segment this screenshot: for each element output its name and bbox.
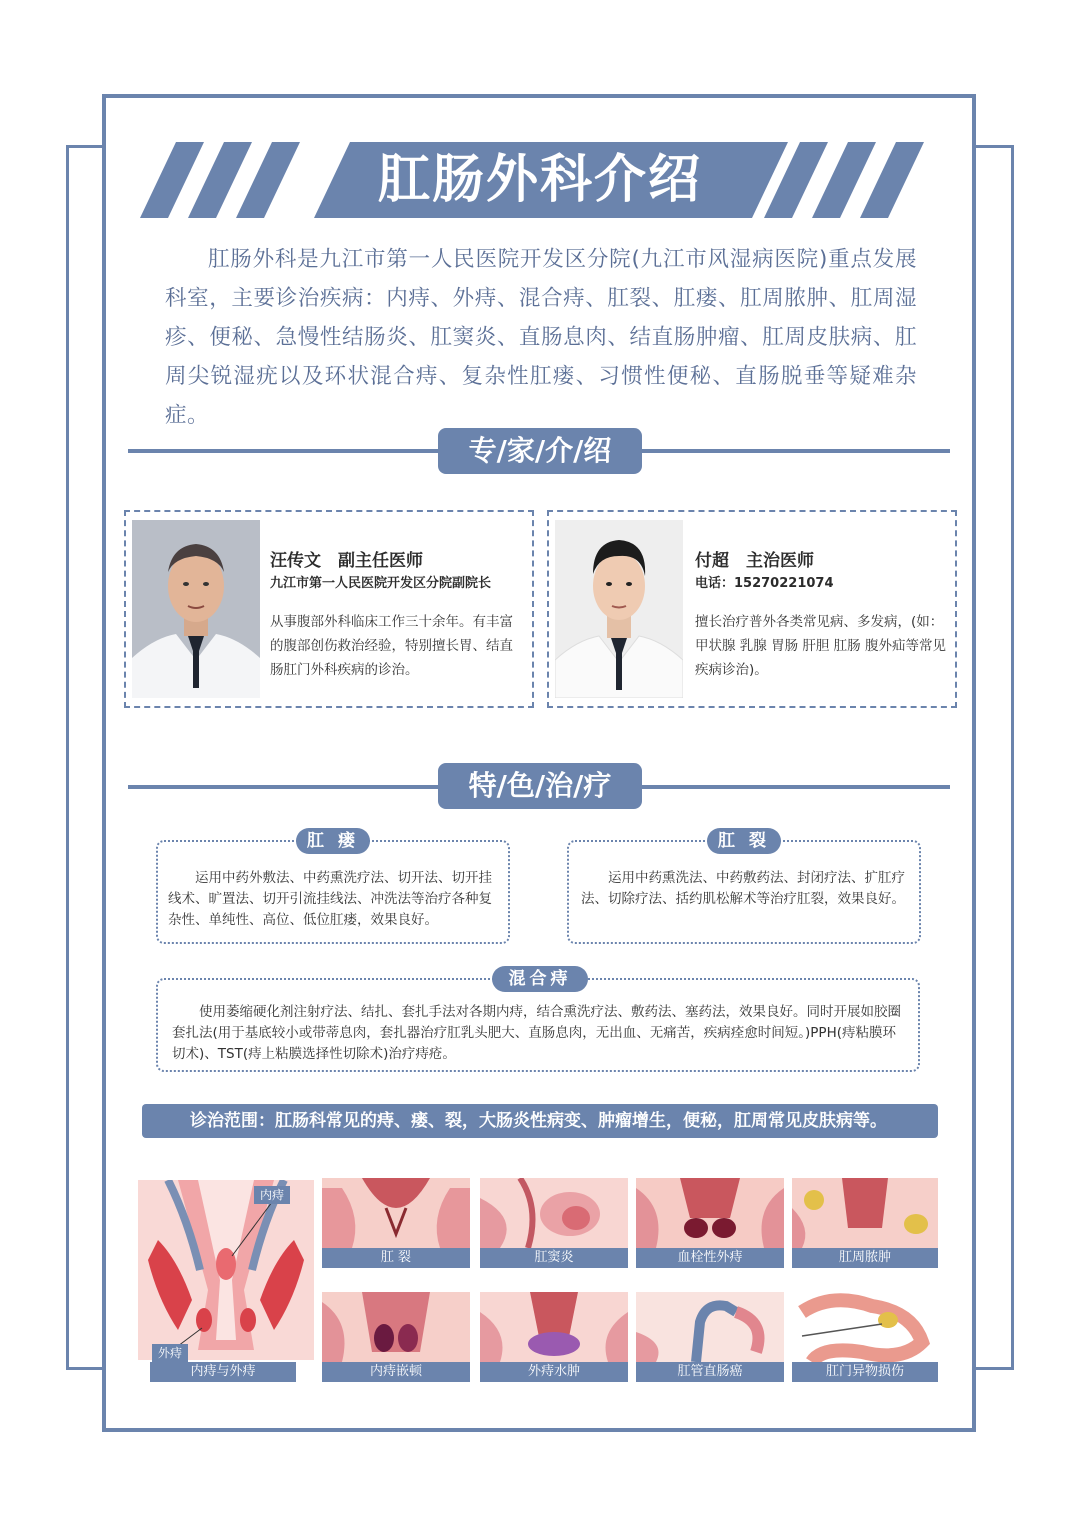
gallery-thumb [792, 1178, 938, 1268]
doctor-subtitle-1: 九江市第一人民医院开发区分院副院长 [270, 576, 492, 591]
medical-illustration-image [636, 1292, 784, 1362]
medical-illustration-image [636, 1178, 784, 1248]
page-title: 肛肠外科介绍 [377, 150, 702, 210]
portrait-image [132, 520, 260, 698]
treatment-fistula-text: 运用中药外敷法、中药熏洗疗法、切开法、切开挂线术、旷置法、切开引流挂线法、冲洗法等治疗各种复杂性、单纯性、高位、低位肛瘘，效果良好。 [168, 870, 492, 928]
treatment-mixed-label: 混合痔 [492, 966, 588, 992]
doctor-card-2 [547, 510, 957, 708]
gallery-caption: 内痔嵌顿 [322, 1362, 470, 1382]
treatment-fistula-label: 肛 瘘 [296, 828, 370, 854]
hemorrhoid-anatomy-illustration [138, 1180, 314, 1360]
medical-illustration-image [480, 1178, 628, 1248]
gallery-caption: 肛周脓肿 [792, 1248, 938, 1268]
gallery-thumb [636, 1292, 784, 1382]
medical-illustration-image [792, 1178, 938, 1248]
treatment-fissure-text: 运用中药熏洗法、中药敷药法、封闭疗法、扩肛疗法、切除疗法、括约肌松解术等治疗肛裂，效果良好。 [581, 870, 905, 907]
frame-left-bracket [66, 145, 106, 1370]
gallery-caption: 外痔水肿 [480, 1362, 628, 1382]
doctor-card-1 [124, 510, 534, 708]
gallery-thumb [322, 1292, 470, 1382]
doctor-name-1: 汪传文 副主任医师 [270, 551, 423, 571]
doctor-phone-2: 电话：15270221074 [695, 576, 834, 591]
gallery-thumb [480, 1292, 628, 1382]
medical-illustration-image [322, 1178, 470, 1248]
medical-illustration-image [792, 1292, 938, 1362]
gallery-caption: 肛门异物损伤 [792, 1362, 938, 1382]
gallery-thumb [322, 1178, 470, 1268]
doctor-name-2: 付超 主治医师 [695, 551, 814, 571]
treatment-mixed-box [156, 978, 920, 1072]
department-intro: 肛肠外科是九江市第一人民医院开发区分院(九江市风湿病医院)重点发展科室，主要诊治疾病：内痔、外痔、混合痔、肛裂、肛瘘、肛周脓肿、肛周湿疹、便秘、急慢性结肠炎、肛窦炎、直肠息肉、结直肠肿瘤、肛周皮肤病、肛周尖锐湿疣以及环状混合痔、复杂性肛瘘、习惯性便秘、直肠脱垂等疑难杂症。 [165, 247, 917, 428]
external-hemorrhoid-label: 外痔 [152, 1344, 188, 1362]
frame-right-bracket [974, 145, 1014, 1370]
medical-illustration-image [480, 1292, 628, 1362]
gallery-caption: 肛 裂 [322, 1248, 470, 1268]
medical-illustration-image [322, 1292, 470, 1362]
internal-hemorrhoid-label: 内痔 [254, 1186, 290, 1204]
treatment-fistula-box [156, 840, 510, 944]
gallery-caption: 血栓性外痔 [636, 1248, 784, 1268]
portrait-image [555, 520, 683, 698]
gallery-thumb [480, 1178, 628, 1268]
doctor-desc-1: 从事腹部外科临床工作三十余年。有丰富的腹部创伤救治经验，特别擅长胃、结直肠肛门外科疾病的诊治。 [270, 614, 513, 678]
doctor-desc-2: 擅长治疗普外各类常见病、多发病，(如：甲状腺 乳腺 胃肠 肝胆 肛肠 腹外疝等常见疾病诊治)。 [695, 614, 946, 678]
treatment-fissure-label: 肛 裂 [707, 828, 781, 854]
gallery-thumb [636, 1178, 784, 1268]
treatment-mixed-text: 使用萎缩硬化剂注射疗法、结扎、套扎手法对各期内痔，结合熏洗疗法、敷药法、塞药法，效果良好。同时开展如胶圈套扎法(用于基底较小或带蒂息肉，套扎器治疗肛乳头肥大、直肠息肉，无出血、无痛苦，疾病痊愈时间短。)PPH(痔粘膜环切术)、TST(痔上粘膜选择性切除术)治疗痔疮。 [172, 1004, 901, 1062]
gallery-caption: 肛窦炎 [480, 1248, 628, 1268]
treatment-heading: 特/色/治/疗 [438, 763, 642, 809]
scope-bar: 诊治范围：肛肠科常见的痔、瘘、裂，大肠炎性病变、肿瘤增生，便秘，肛周常见皮肤病等。 [142, 1104, 938, 1138]
experts-heading: 专/家/介/绍 [438, 428, 642, 474]
doctor-photo-2 [555, 520, 683, 698]
anatomy-diagram [138, 1180, 314, 1382]
gallery-thumb [792, 1292, 938, 1382]
treatment-fissure-box [567, 840, 921, 944]
doctor-photo-1 [132, 520, 260, 698]
diagram-caption: 内痔与外痔 [150, 1362, 296, 1382]
gallery-caption: 肛管直肠癌 [636, 1362, 784, 1382]
